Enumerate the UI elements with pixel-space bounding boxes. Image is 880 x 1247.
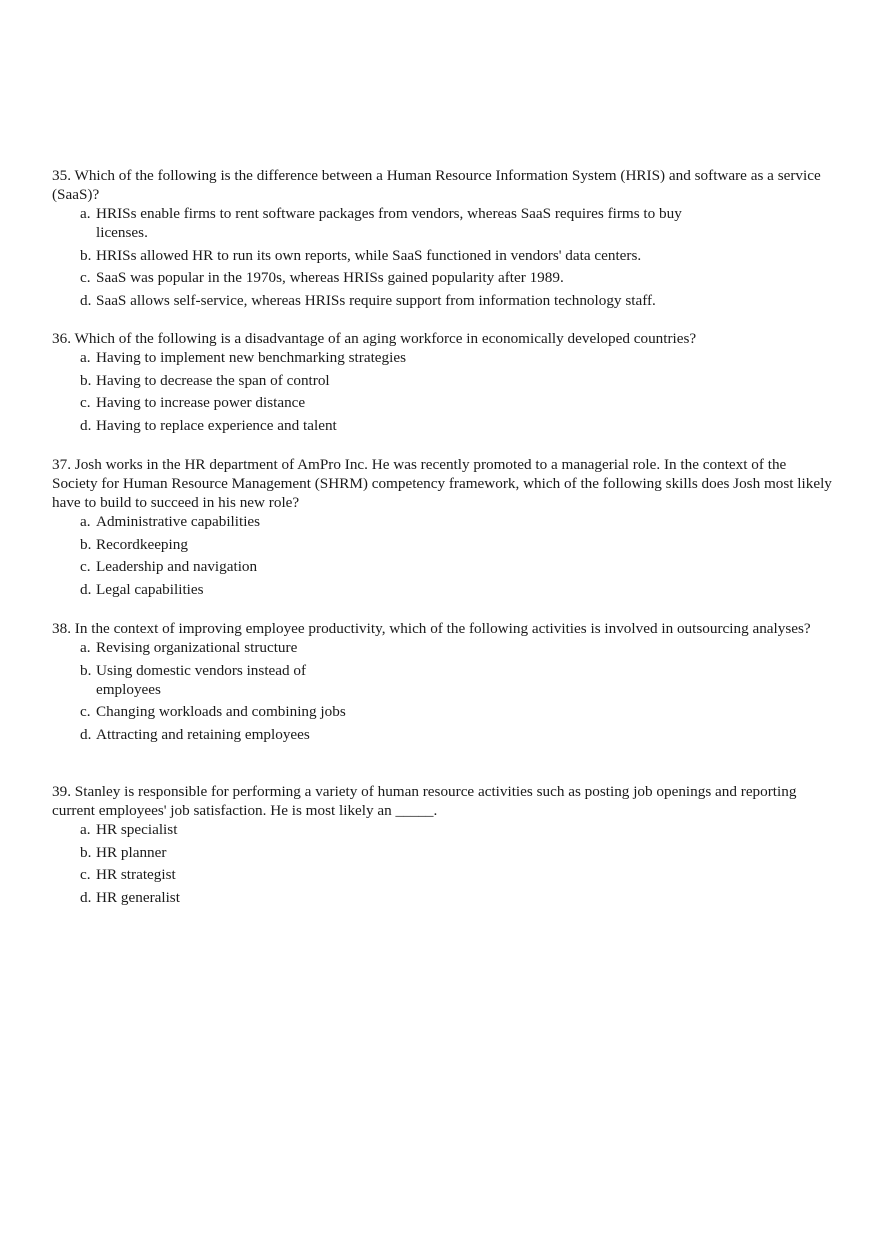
option-letter: d. xyxy=(80,725,92,743)
option-a xyxy=(52,638,832,657)
option-letter: c. xyxy=(80,703,91,720)
option-a xyxy=(52,512,832,531)
option-letter: c. xyxy=(80,269,91,286)
option-list xyxy=(52,204,832,310)
option-letter: a. xyxy=(80,513,91,530)
option-letter: a. xyxy=(80,205,91,222)
option-letter: b. xyxy=(80,371,92,389)
option-text: Having to decrease the span of control xyxy=(96,371,330,389)
option-b xyxy=(52,371,832,390)
option-letter: d. xyxy=(80,888,92,906)
option-text: SaaS was popular in the 1970s, whereas HRISs gained popularity after 1989. xyxy=(96,269,564,286)
option-text: Leadership and navigation xyxy=(96,558,258,575)
option-b xyxy=(52,246,832,265)
option-b xyxy=(52,843,832,862)
option-letter: b. xyxy=(80,535,92,553)
option-letter: a. xyxy=(80,821,91,838)
option-text: Having to increase power distance xyxy=(96,394,306,411)
option-letter: b. xyxy=(80,246,92,264)
option-text: Legal capabilities xyxy=(96,580,204,598)
option-text: HR generalist xyxy=(96,888,180,906)
option-c xyxy=(52,268,832,287)
option-list xyxy=(52,638,832,744)
question-39 xyxy=(52,782,832,907)
option-text: SaaS allows self-service, whereas HRISs require support from information technology staff. xyxy=(96,291,656,309)
option-text: Having to replace experience and talent xyxy=(96,416,337,434)
option-text: HRISs enable firms to rent software packages from vendors, whereas SaaS requires firms to buy licenses. xyxy=(96,205,682,241)
question-stem: 38. In the context of improving employee productivity, which of the following activities is involved in outsourcing analyses? xyxy=(52,620,811,637)
option-b xyxy=(52,535,832,554)
option-text: Changing workloads and combining jobs xyxy=(96,703,346,720)
option-letter: d. xyxy=(80,416,92,434)
option-letter: b. xyxy=(80,661,92,679)
option-letter: b. xyxy=(80,843,92,861)
question-stem: 35. Which of the following is the difference between a Human Resource Information System (HRIS) and software as a service (SaaS)? xyxy=(52,167,821,203)
question-35 xyxy=(52,166,832,310)
option-d xyxy=(52,580,832,599)
option-d xyxy=(52,416,832,435)
option-c xyxy=(52,865,832,884)
question-37 xyxy=(52,455,832,599)
option-a xyxy=(52,204,832,242)
option-letter: d. xyxy=(80,291,92,309)
option-text: HR planner xyxy=(96,843,167,861)
question-stem: 39. Stanley is responsible for performing a variety of human resource activities such as posting job openings and reporting current employees' job satisfaction. He is most likely an _____. xyxy=(52,783,797,819)
option-text: Administrative capabilities xyxy=(96,513,261,530)
option-d xyxy=(52,291,832,310)
option-letter: c. xyxy=(80,558,91,575)
option-letter: a. xyxy=(80,349,91,366)
option-b xyxy=(52,661,832,699)
option-c xyxy=(52,393,832,412)
option-text: HR specialist xyxy=(96,821,178,838)
option-text: HR strategist xyxy=(96,866,176,883)
option-list xyxy=(52,348,832,435)
option-list xyxy=(52,512,832,599)
question-36 xyxy=(52,329,832,435)
option-a xyxy=(52,348,832,367)
option-text: Having to implement new benchmarking strategies xyxy=(96,349,406,366)
question-stem: 36. Which of the following is a disadvantage of an aging workforce in economically developed countries? xyxy=(52,330,697,347)
option-d xyxy=(52,888,832,907)
option-text: Revising organizational structure xyxy=(96,639,298,656)
option-letter: c. xyxy=(80,866,91,883)
option-list xyxy=(52,820,832,907)
option-d xyxy=(52,725,832,744)
option-letter: c. xyxy=(80,394,91,411)
option-text: Recordkeeping xyxy=(96,535,188,553)
option-c xyxy=(52,557,832,576)
option-text: Using domestic vendors instead of employees xyxy=(96,661,307,698)
option-letter: a. xyxy=(80,639,91,656)
option-a xyxy=(52,820,832,839)
option-text: Attracting and retaining employees xyxy=(96,725,310,743)
option-c xyxy=(52,702,832,721)
option-letter: d. xyxy=(80,580,92,598)
option-text: HRISs allowed HR to run its own reports, while SaaS functioned in vendors' data centers. xyxy=(96,246,642,264)
question-stem: 37. Josh works in the HR department of AmPro Inc. He was recently promoted to a managerial role. In the context of the Society for Human Resource Management (SHRM) competency framework, which of the following skills does Josh most likely have to build to succeed in his new role? xyxy=(52,456,832,511)
question-38 xyxy=(52,619,832,744)
